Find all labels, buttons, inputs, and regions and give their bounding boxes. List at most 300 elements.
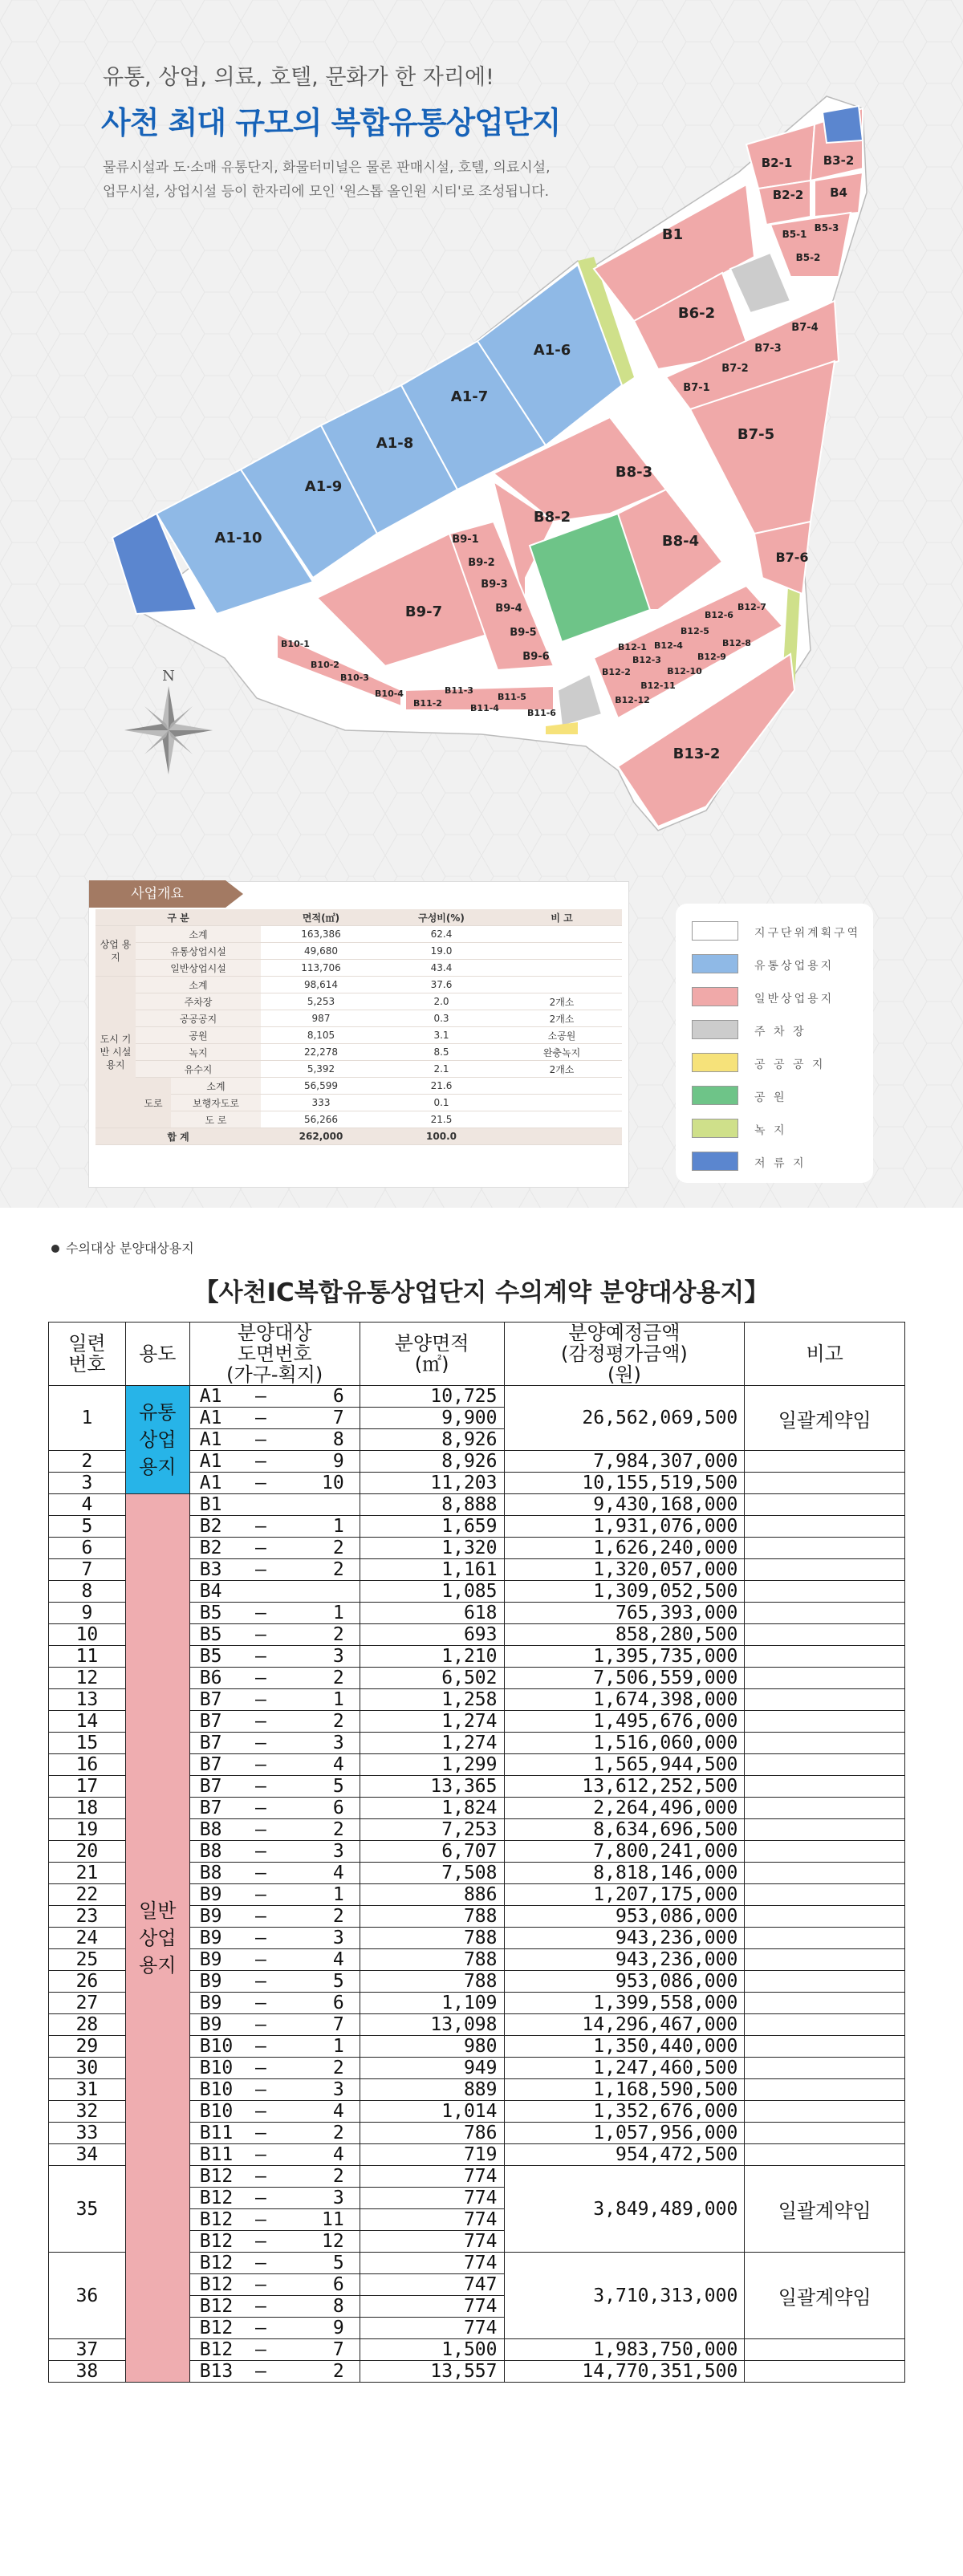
lot-area: 719 <box>360 2144 504 2166</box>
ov-note <box>502 977 622 993</box>
lot-number: B9 – 5 <box>189 1971 360 1993</box>
lot-number: B4 <box>189 1581 360 1603</box>
ov-note <box>502 1078 622 1095</box>
lot-area: 889 <box>360 2079 504 2101</box>
lot-number: B8 – 2 <box>189 1819 360 1841</box>
lot-number: B12 – 7 <box>189 2339 360 2361</box>
map-plot-label: A1-8 <box>376 435 414 452</box>
ov-label: 도 로 <box>171 1111 261 1128</box>
row-number: 35 <box>49 2166 126 2253</box>
site-map <box>0 0 963 851</box>
sale-price: 1,399,558,000 <box>504 1993 745 2014</box>
map-plot-label: B7-4 <box>791 322 819 334</box>
ov-note: 2개소 <box>502 1010 622 1027</box>
lot-area: 774 <box>360 2188 504 2209</box>
map-plot-label: B9-7 <box>404 603 443 620</box>
lot-number: A1 – 8 <box>189 1429 360 1451</box>
map-plot-label: B11-3 <box>445 685 473 696</box>
lot-number: A1 – 10 <box>189 1473 360 1494</box>
sale-price: 3,849,489,000 <box>504 2166 745 2253</box>
row-note <box>745 1646 905 1668</box>
map-plot-label: B11-6 <box>527 708 556 718</box>
legend-swatch <box>692 1020 738 1039</box>
ov-row <box>95 960 622 977</box>
map-plot-label: B10-4 <box>375 689 404 699</box>
sale-price: 765,393,000 <box>504 1603 745 1624</box>
header-price: 분양예정금액 (감정평가금액) (원) <box>504 1323 745 1386</box>
map-plot-label: B12-8 <box>722 638 751 648</box>
row-note <box>745 1451 905 1473</box>
ov-note <box>502 943 622 960</box>
header-note: 비고 <box>745 1323 905 1386</box>
row-number: 26 <box>49 1971 126 1993</box>
legend-swatch <box>692 1152 738 1171</box>
lot-area: 788 <box>360 1928 504 1949</box>
row-note <box>745 2144 905 2166</box>
map-plot-label: B9-2 <box>468 557 495 569</box>
ov-label: 보행자도로 <box>171 1095 261 1111</box>
ov-area: 8,105 <box>261 1027 381 1044</box>
lot-number: B3 – 2 <box>189 1559 360 1581</box>
lot-number: B8 – 4 <box>189 1863 360 1884</box>
map-plot-label: B12-2 <box>602 667 631 677</box>
map-plot-label: B3-2 <box>823 153 855 168</box>
map-plot-label: B10-2 <box>311 660 339 670</box>
map-plot-label: B7-6 <box>775 550 809 565</box>
sale-price: 1,057,956,000 <box>504 2123 745 2144</box>
lot-number: B12 – 5 <box>189 2253 360 2274</box>
lot-area: 1,161 <box>360 1559 504 1581</box>
sales-body <box>49 1386 905 2383</box>
row-note <box>745 2361 905 2383</box>
lot-area: 788 <box>360 1971 504 1993</box>
ov-ratio: 0.3 <box>381 1010 502 1027</box>
lot-number: A1 – 9 <box>189 1451 360 1473</box>
map-plot-label: B4 <box>830 185 847 200</box>
map-plot-label: B12-1 <box>618 642 647 652</box>
row-note <box>745 1624 905 1646</box>
header-lot: 분양대상 도면번호 (가구-획지) <box>189 1323 360 1386</box>
map-plot-label: B5-2 <box>795 252 821 263</box>
ov-row <box>95 1078 622 1095</box>
lot-area: 774 <box>360 2296 504 2318</box>
row-number: 19 <box>49 1819 126 1841</box>
lot-number: B12 – 6 <box>189 2274 360 2296</box>
row-note <box>745 1841 905 1863</box>
ov-note: 2개소 <box>502 1061 622 1078</box>
lot-number: B9 – 1 <box>189 1884 360 1906</box>
lot-area: 774 <box>360 2166 504 2188</box>
ov-ratio: 21.6 <box>381 1078 502 1095</box>
row-note <box>745 1863 905 1884</box>
ov-area: 98,614 <box>261 977 381 993</box>
legend-swatch <box>692 1053 738 1072</box>
overview-box <box>88 881 629 1188</box>
lot-number: B9 – 4 <box>189 1949 360 1971</box>
row-note <box>745 1711 905 1733</box>
row-number: 29 <box>49 2036 126 2058</box>
row-number: 4 <box>49 1494 126 1516</box>
row-number: 31 <box>49 2079 126 2101</box>
map-plot-label: B12-11 <box>640 681 676 691</box>
sale-price: 7,800,241,000 <box>504 1841 745 1863</box>
lot-area: 13,365 <box>360 1776 504 1798</box>
lot-area: 1,210 <box>360 1646 504 1668</box>
ov-label: 주차장 <box>136 993 261 1010</box>
row-number: 15 <box>49 1733 126 1754</box>
lot-area: 747 <box>360 2274 504 2296</box>
row-note <box>745 1668 905 1689</box>
legend-swatch <box>692 1119 738 1138</box>
lot-number: B10 – 3 <box>189 2079 360 2101</box>
map-plot-label: B11-5 <box>498 692 526 702</box>
map-plot-label: B6-2 <box>677 305 716 322</box>
map-plot-label: B7-3 <box>754 343 782 355</box>
legend-label: 주 차 장 <box>754 1026 807 1038</box>
lot-number: B10 – 1 <box>189 2036 360 2058</box>
lot-area: 1,659 <box>360 1516 504 1538</box>
table-row <box>49 1386 905 1408</box>
lot-number: B5 – 2 <box>189 1624 360 1646</box>
bullet-icon <box>51 1245 59 1253</box>
lot-number: B8 – 3 <box>189 1841 360 1863</box>
ov-row <box>95 1095 622 1111</box>
sale-price: 26,562,069,500 <box>504 1386 745 1451</box>
row-note <box>745 1906 905 1928</box>
lot-number: B7 – 6 <box>189 1798 360 1819</box>
map-plot-label: B12-4 <box>654 640 683 651</box>
map-plot-label: B11-4 <box>470 703 499 713</box>
row-note <box>745 2036 905 2058</box>
compass-north-label: N <box>162 668 175 685</box>
sale-price: 10,155,519,500 <box>504 1473 745 1494</box>
ov-note <box>502 926 622 943</box>
hero-title: 사천 최대 규모의 복합유통상업단지 <box>101 105 561 140</box>
row-number: 1 <box>49 1386 126 1451</box>
row-number: 23 <box>49 1906 126 1928</box>
row-number: 16 <box>49 1754 126 1776</box>
lot-area: 13,557 <box>360 2361 504 2383</box>
row-note <box>745 1754 905 1776</box>
map-plot-label: B9-1 <box>452 534 479 546</box>
legend-swatch <box>692 987 738 1006</box>
row-note <box>745 1798 905 1819</box>
ov-header-cell: 면적(㎡) <box>261 909 381 926</box>
row-number: 11 <box>49 1646 126 1668</box>
lot-area: 1,320 <box>360 1538 504 1559</box>
sale-price: 7,506,559,000 <box>504 1668 745 1689</box>
lot-number: B10 – 4 <box>189 2101 360 2123</box>
lot-number: B12 – 8 <box>189 2296 360 2318</box>
row-number: 8 <box>49 1581 126 1603</box>
section-label <box>51 1238 194 1257</box>
row-number: 22 <box>49 1884 126 1906</box>
ov-note <box>502 1095 622 1111</box>
hero-desc-line: 업무시설, 상업시설 등이 한자리에 모인 '원스톱 올인원 시티'로 조성됩니다. <box>103 184 550 200</box>
ov-total-row <box>95 1128 622 1145</box>
sale-price: 14,770,351,500 <box>504 2361 745 2383</box>
ov-ratio: 0.1 <box>381 1095 502 1111</box>
section-label-text: 수의대상 분양대상용지 <box>66 1241 194 1256</box>
lot-number: B12 – 12 <box>189 2231 360 2253</box>
map-plot-label: B7-1 <box>683 382 710 394</box>
row-number: 32 <box>49 2101 126 2123</box>
row-note <box>745 1776 905 1798</box>
lot-number: B2 – 2 <box>189 1538 360 1559</box>
legend-label: 유통상업용지 <box>754 960 835 973</box>
map-plot-label: B12-9 <box>697 652 726 662</box>
map-plot-label: B9-6 <box>522 651 550 663</box>
row-note <box>745 2339 905 2361</box>
legend-label: 공 공 공 지 <box>754 1058 826 1071</box>
row-number: 17 <box>49 1776 126 1798</box>
row-note <box>745 1581 905 1603</box>
map-plot-label: B1 <box>661 226 684 243</box>
sale-price: 2,264,496,000 <box>504 1798 745 1819</box>
ov-area: 987 <box>261 1010 381 1027</box>
lot-area: 886 <box>360 1884 504 1906</box>
lot-number: B7 – 2 <box>189 1711 360 1733</box>
ov-row <box>95 1027 622 1044</box>
ov-label: 유통상업시설 <box>136 943 261 960</box>
lot-area: 1,274 <box>360 1733 504 1754</box>
legend-label: 지구단위계획구역 <box>754 927 861 940</box>
row-note <box>745 1689 905 1711</box>
table-row <box>49 1494 905 1516</box>
legend-swatch <box>692 954 738 973</box>
sale-price: 8,818,146,000 <box>504 1863 745 1884</box>
row-number: 10 <box>49 1624 126 1646</box>
lot-area: 9,900 <box>360 1408 504 1429</box>
sale-price: 13,612,252,500 <box>504 1776 745 1798</box>
legend-label: 녹 지 <box>754 1124 787 1137</box>
row-number: 18 <box>49 1798 126 1819</box>
ov-area: 49,680 <box>261 943 381 960</box>
sale-price: 1,395,735,000 <box>504 1646 745 1668</box>
table-title: 【사천IC복합유통상업단지 수의계약 분양대상용지】 <box>193 1278 770 1307</box>
ov-header-cell: 비 고 <box>502 909 622 926</box>
ov-area: 113,706 <box>261 960 381 977</box>
row-note <box>745 1884 905 1906</box>
lot-number: B11 – 4 <box>189 2144 360 2166</box>
ov-group-label: 도시 기반 시설 용지 <box>95 977 136 1128</box>
sale-price: 1,983,750,000 <box>504 2339 745 2361</box>
lot-number: B5 – 1 <box>189 1603 360 1624</box>
lot-area: 7,253 <box>360 1819 504 1841</box>
row-number: 7 <box>49 1559 126 1581</box>
row-note <box>745 1993 905 2014</box>
row-note: 일괄계약임 <box>745 2166 905 2253</box>
overview-table <box>95 909 622 1145</box>
sale-price: 954,472,500 <box>504 2144 745 2166</box>
row-number: 5 <box>49 1516 126 1538</box>
map-plot-label: B11-2 <box>413 698 442 709</box>
lot-number: B1 <box>189 1494 360 1516</box>
row-note <box>745 1473 905 1494</box>
row-note: 일괄계약임 <box>745 1386 905 1451</box>
ov-area: 5,392 <box>261 1061 381 1078</box>
hero-subtitle: 유통, 상업, 의료, 호텔, 문화가 한 자리에! <box>103 65 494 90</box>
ov-label: 녹지 <box>136 1044 261 1061</box>
ov-ratio: 43.4 <box>381 960 502 977</box>
map-plot-label: B8-3 <box>615 464 653 481</box>
legend-swatch <box>692 921 738 941</box>
header-no: 일련 번호 <box>49 1323 126 1386</box>
ov-ratio: 3.1 <box>381 1027 502 1044</box>
sale-price: 1,495,676,000 <box>504 1711 745 1733</box>
lot-area: 774 <box>360 2209 504 2231</box>
ov-area: 22,278 <box>261 1044 381 1061</box>
lot-number: B7 – 5 <box>189 1776 360 1798</box>
overview-header-row <box>95 909 622 926</box>
map-plot-label: B2-2 <box>772 188 804 202</box>
ov-ratio: 2.1 <box>381 1061 502 1078</box>
row-number: 24 <box>49 1928 126 1949</box>
map-plot-label: B5-1 <box>782 229 807 240</box>
lot-number: A1 – 7 <box>189 1408 360 1429</box>
hero-section <box>0 0 963 1208</box>
sale-price: 3,710,313,000 <box>504 2253 745 2339</box>
legend-label: 일반상업용지 <box>754 993 835 1006</box>
lot-area: 774 <box>360 2318 504 2339</box>
map-plot-label: B5-3 <box>814 222 839 234</box>
map-plot-label: B12-10 <box>667 666 702 677</box>
row-number: 2 <box>49 1451 126 1473</box>
row-note <box>745 2058 905 2079</box>
row-note <box>745 1928 905 1949</box>
lot-area: 1,109 <box>360 1993 504 2014</box>
map-plot-label: A1-7 <box>450 388 489 405</box>
lot-area: 618 <box>360 1603 504 1624</box>
sale-price: 1,626,240,000 <box>504 1538 745 1559</box>
lot-area: 10,725 <box>360 1386 504 1408</box>
ov-total-area: 262,000 <box>261 1128 381 1145</box>
ov-row <box>95 1010 622 1027</box>
sale-price: 1,309,052,500 <box>504 1581 745 1603</box>
ov-note <box>502 1111 622 1128</box>
map-legend <box>676 904 873 1183</box>
ov-label: 일반상업시설 <box>136 960 261 977</box>
ov-ratio: 37.6 <box>381 977 502 993</box>
sale-price: 8,634,696,500 <box>504 1819 745 1841</box>
ov-note <box>502 960 622 977</box>
row-number: 13 <box>49 1689 126 1711</box>
row-note <box>745 1971 905 1993</box>
row-number: 38 <box>49 2361 126 2383</box>
ov-row <box>95 943 622 960</box>
lot-number: B7 – 3 <box>189 1733 360 1754</box>
legend-label: 저 류 지 <box>754 1157 807 1170</box>
ov-group-label: 상업 용지 <box>95 926 136 977</box>
ov-subgroup-label: 도로 <box>136 1078 171 1128</box>
lot-number: B5 – 3 <box>189 1646 360 1668</box>
lot-number: B9 – 7 <box>189 2014 360 2036</box>
lot-area: 11,203 <box>360 1473 504 1494</box>
row-note <box>745 1603 905 1624</box>
row-note <box>745 1733 905 1754</box>
ov-note: 완충녹지 <box>502 1044 622 1061</box>
row-note <box>745 1949 905 1971</box>
ov-area: 56,599 <box>261 1078 381 1095</box>
lot-area: 1,500 <box>360 2339 504 2361</box>
overview-title: 사업개요 <box>89 880 226 908</box>
ov-total-ratio: 100.0 <box>381 1128 502 1145</box>
row-number: 25 <box>49 1949 126 1971</box>
lot-area: 1,824 <box>360 1798 504 1819</box>
lot-area: 8,926 <box>360 1451 504 1473</box>
lot-number: B12 – 9 <box>189 2318 360 2339</box>
lot-area: 1,085 <box>360 1581 504 1603</box>
ov-header-cell: 구성비(%) <box>381 909 502 926</box>
row-number: 12 <box>49 1668 126 1689</box>
row-number: 28 <box>49 2014 126 2036</box>
map-plot-label: B2-1 <box>761 156 793 170</box>
row-note <box>745 2014 905 2036</box>
map-plot-label: A1-9 <box>304 478 343 495</box>
lot-area: 774 <box>360 2231 504 2253</box>
map-plot-label: B9-5 <box>510 627 537 639</box>
lot-area: 949 <box>360 2058 504 2079</box>
lot-area: 6,502 <box>360 1668 504 1689</box>
map-plot-label: A1-10 <box>214 530 262 546</box>
ov-note: 2개소 <box>502 993 622 1010</box>
ov-header-cell: 구 분 <box>95 909 261 926</box>
lot-number: B11 – 2 <box>189 2123 360 2144</box>
sale-price: 953,086,000 <box>504 1906 745 1928</box>
map-plot-label: B8-2 <box>533 509 571 526</box>
sale-price: 7,984,307,000 <box>504 1451 745 1473</box>
lot-area: 786 <box>360 2123 504 2144</box>
ov-ratio: 2.0 <box>381 993 502 1010</box>
lot-number: B10 – 2 <box>189 2058 360 2079</box>
compass-icon <box>124 668 213 774</box>
lot-number: B2 – 1 <box>189 1516 360 1538</box>
lot-number: B12 – 3 <box>189 2188 360 2209</box>
row-note <box>745 1516 905 1538</box>
header-use: 용도 <box>125 1323 189 1386</box>
legend-swatch <box>692 1086 738 1105</box>
sale-price: 1,674,398,000 <box>504 1689 745 1711</box>
ov-area: 163,386 <box>261 926 381 943</box>
ov-label: 공공공지 <box>136 1010 261 1027</box>
ov-area: 5,253 <box>261 993 381 1010</box>
ov-row <box>95 1044 622 1061</box>
sales-table <box>48 1322 905 2383</box>
ov-label: 소계 <box>136 926 261 943</box>
ov-row <box>95 926 622 943</box>
ov-label: 소계 <box>136 977 261 993</box>
map-plot-label: B9-4 <box>495 603 522 615</box>
sale-price: 14,296,467,000 <box>504 2014 745 2036</box>
row-number: 34 <box>49 2144 126 2166</box>
sales-header-row <box>49 1323 905 1386</box>
sale-price: 1,350,440,000 <box>504 2036 745 2058</box>
lot-area: 693 <box>360 1624 504 1646</box>
header-area: 분양면적 (㎡) <box>360 1323 504 1386</box>
map-plot-label: B8-4 <box>661 533 700 550</box>
ov-ratio: 8.5 <box>381 1044 502 1061</box>
lot-number: B6 – 2 <box>189 1668 360 1689</box>
lot-number: B7 – 1 <box>189 1689 360 1711</box>
row-note <box>745 1559 905 1581</box>
row-number: 9 <box>49 1603 126 1624</box>
sale-price: 1,207,175,000 <box>504 1884 745 1906</box>
map-plot-label: B10-3 <box>340 672 369 683</box>
lot-area: 1,014 <box>360 2101 504 2123</box>
lot-area: 788 <box>360 1949 504 1971</box>
row-number: 14 <box>49 1711 126 1733</box>
ov-row <box>95 977 622 993</box>
